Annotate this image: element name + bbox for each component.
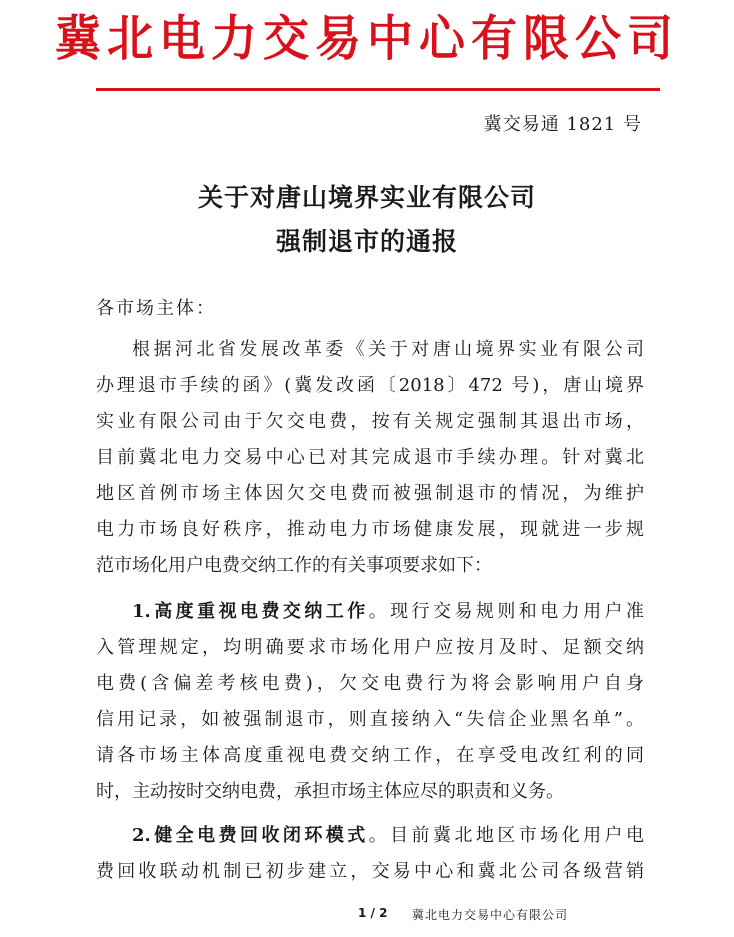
page-number: 1 / 2 bbox=[358, 906, 388, 920]
org-letterhead-title: 冀北电力交易中心有限公司 bbox=[55, 9, 679, 67]
paragraph-line: 信用记录，如被强制退市，则直接纳入“失信企业黑名单”。 bbox=[96, 709, 644, 730]
item-first-line bbox=[96, 818, 644, 854]
salutation: 各市场主体： bbox=[96, 298, 216, 319]
document-number: 冀交易通 1821 号 bbox=[483, 114, 642, 135]
paragraph-1 bbox=[96, 332, 644, 584]
paragraph-line: 根据河北省发展改革委《关于对唐山境界实业有限公司 bbox=[132, 339, 644, 360]
paragraph-line: 时，主动按时交纳电费，承担市场主体应尽的职责和义务。 bbox=[96, 781, 564, 802]
paragraph-line: 办理退市手续的函》(冀发改函〔2018〕472 号)，唐山境界 bbox=[96, 375, 644, 396]
paragraph-line: 入管理规定，均明确要求市场化用户应按月及时、足额交纳 bbox=[96, 637, 644, 658]
item-1 bbox=[96, 594, 644, 810]
footer-org-name: 冀北电力交易中心有限公司 bbox=[412, 908, 569, 922]
paragraph-line: 地区首例市场主体因欠交电费而被强制退市的情况，为维护 bbox=[96, 483, 644, 504]
paragraph-line: 电力市场良好秩序，推动电力市场健康发展，现就进一步规 bbox=[96, 519, 644, 540]
item-first-line bbox=[96, 594, 644, 630]
item-line-rest: 。目前冀北地区市场化用户电 bbox=[368, 825, 644, 846]
paragraph-line: 费回收联动机制已初步建立，交易中心和冀北公司各级营销 bbox=[96, 861, 644, 882]
item-2 bbox=[96, 818, 644, 890]
document-title-line-2: 强制退市的通报 bbox=[275, 227, 458, 256]
item-heading: 2.健全电费回收闭环模式 bbox=[132, 825, 369, 846]
paragraph-line: 目前冀北电力交易中心已对其完成退市手续办理。针对冀北 bbox=[96, 447, 644, 468]
item-line-rest: 。现行交易规则和电力用户准 bbox=[368, 601, 644, 622]
page-footer bbox=[0, 906, 734, 926]
item-heading: 1.高度重视电费交纳工作 bbox=[132, 601, 369, 622]
paragraph-line: 范市场化用户电费交纳工作的有关事项要求如下： bbox=[96, 555, 492, 576]
paragraph-line: 电费(含偏差考核电费)，欠交电费行为将会影响用户自身 bbox=[96, 673, 644, 694]
paragraph-line: 请各市场主体高度重视电费交纳工作，在享受电改红利的同 bbox=[96, 745, 644, 766]
document-title-line-1: 关于对唐山境界实业有限公司 bbox=[197, 183, 536, 212]
letterhead-red-rule bbox=[96, 88, 660, 91]
paragraph-line: 实业有限公司由于欠交电费，按有关规定强制其退出市场， bbox=[96, 411, 644, 432]
